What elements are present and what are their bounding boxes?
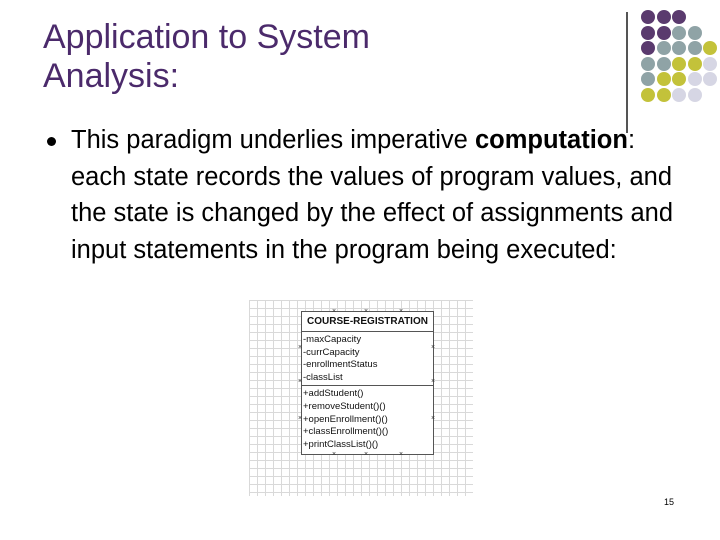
- decorative-dot: [641, 57, 655, 71]
- decorative-dot: [672, 26, 686, 40]
- bullet-text-part1: This paradigm underlies imperative: [71, 126, 475, 154]
- bullet-text-part2: : each state records the values of program values, and the state is changed by the effect of assignments and input statements in the program being executed:: [71, 126, 674, 264]
- selection-handle[interactable]: ×: [332, 308, 337, 315]
- decorative-dot: [657, 10, 671, 24]
- decorative-dot: [688, 88, 702, 102]
- decorative-dot: [672, 57, 686, 71]
- uml-attribute: -maxCapacity: [303, 334, 362, 345]
- decorative-dot: [672, 10, 686, 24]
- decorative-dot-grid: [0, 0, 720, 140]
- decorative-dot: [688, 57, 702, 71]
- uml-attribute: -currCapacity: [303, 346, 360, 358]
- decorative-dot: [641, 10, 655, 24]
- selection-handle[interactable]: ×: [298, 378, 303, 385]
- uml-diagram: [249, 300, 473, 496]
- uml-operation: +printClassList()(): [303, 438, 379, 450]
- uml-attributes: [302, 332, 436, 386]
- bullet-text: [71, 122, 687, 268]
- bullet-icon: [47, 137, 56, 146]
- selection-handle[interactable]: ×: [364, 308, 369, 315]
- uml-class-name: COURSE-REGISTRATION: [302, 312, 433, 332]
- decorative-dot: [657, 88, 671, 102]
- selection-handle[interactable]: ×: [431, 378, 436, 385]
- decorative-dot: [657, 26, 671, 40]
- decorative-dot: [641, 72, 655, 86]
- selection-handle[interactable]: ×: [399, 308, 404, 315]
- bullet-item: [47, 122, 687, 268]
- decorative-dot: [688, 41, 702, 55]
- uml-operation: +addStudent(): [303, 388, 364, 400]
- decorative-dot: [641, 41, 655, 55]
- bullet-text-bold: computation: [474, 126, 628, 154]
- uml-operation: +removeStudent()(): [303, 400, 386, 412]
- selection-handle[interactable]: ×: [431, 344, 436, 351]
- selection-handle[interactable]: ×: [332, 451, 337, 458]
- decorative-dot: [672, 72, 686, 86]
- uml-operation: +classEnrollment()(): [303, 426, 389, 438]
- selection-handle[interactable]: ×: [399, 451, 404, 458]
- selection-handle[interactable]: ×: [298, 415, 303, 422]
- decorative-dot: [657, 57, 671, 71]
- page-number: 15: [664, 497, 675, 507]
- uml-attribute: -classList: [303, 371, 343, 383]
- decorative-dot: [703, 72, 717, 86]
- decorative-dot: [657, 41, 671, 55]
- title-line-2: Analysis:: [43, 57, 180, 95]
- decorative-dot: [641, 88, 655, 102]
- decorative-dot: [703, 41, 717, 55]
- decorative-dot: [672, 41, 686, 55]
- decorative-dot: [657, 72, 671, 86]
- bullet-list: [47, 122, 687, 268]
- title-line-1: Application to System: [43, 18, 370, 56]
- decorative-dot: [641, 26, 655, 40]
- decorative-dot: [688, 26, 702, 40]
- uml-operations: [302, 386, 436, 451]
- selection-handle[interactable]: ×: [298, 344, 303, 351]
- decorative-dot: [672, 88, 686, 102]
- uml-attribute: -enrollmentStatus: [303, 359, 378, 371]
- uml-class-box[interactable]: [301, 311, 434, 455]
- decorative-dot: [703, 57, 717, 71]
- uml-operation: +openEnrollment()(): [303, 413, 388, 425]
- decorative-dot: [688, 72, 702, 86]
- selection-handle[interactable]: ×: [431, 415, 436, 422]
- selection-handle[interactable]: ×: [364, 451, 369, 458]
